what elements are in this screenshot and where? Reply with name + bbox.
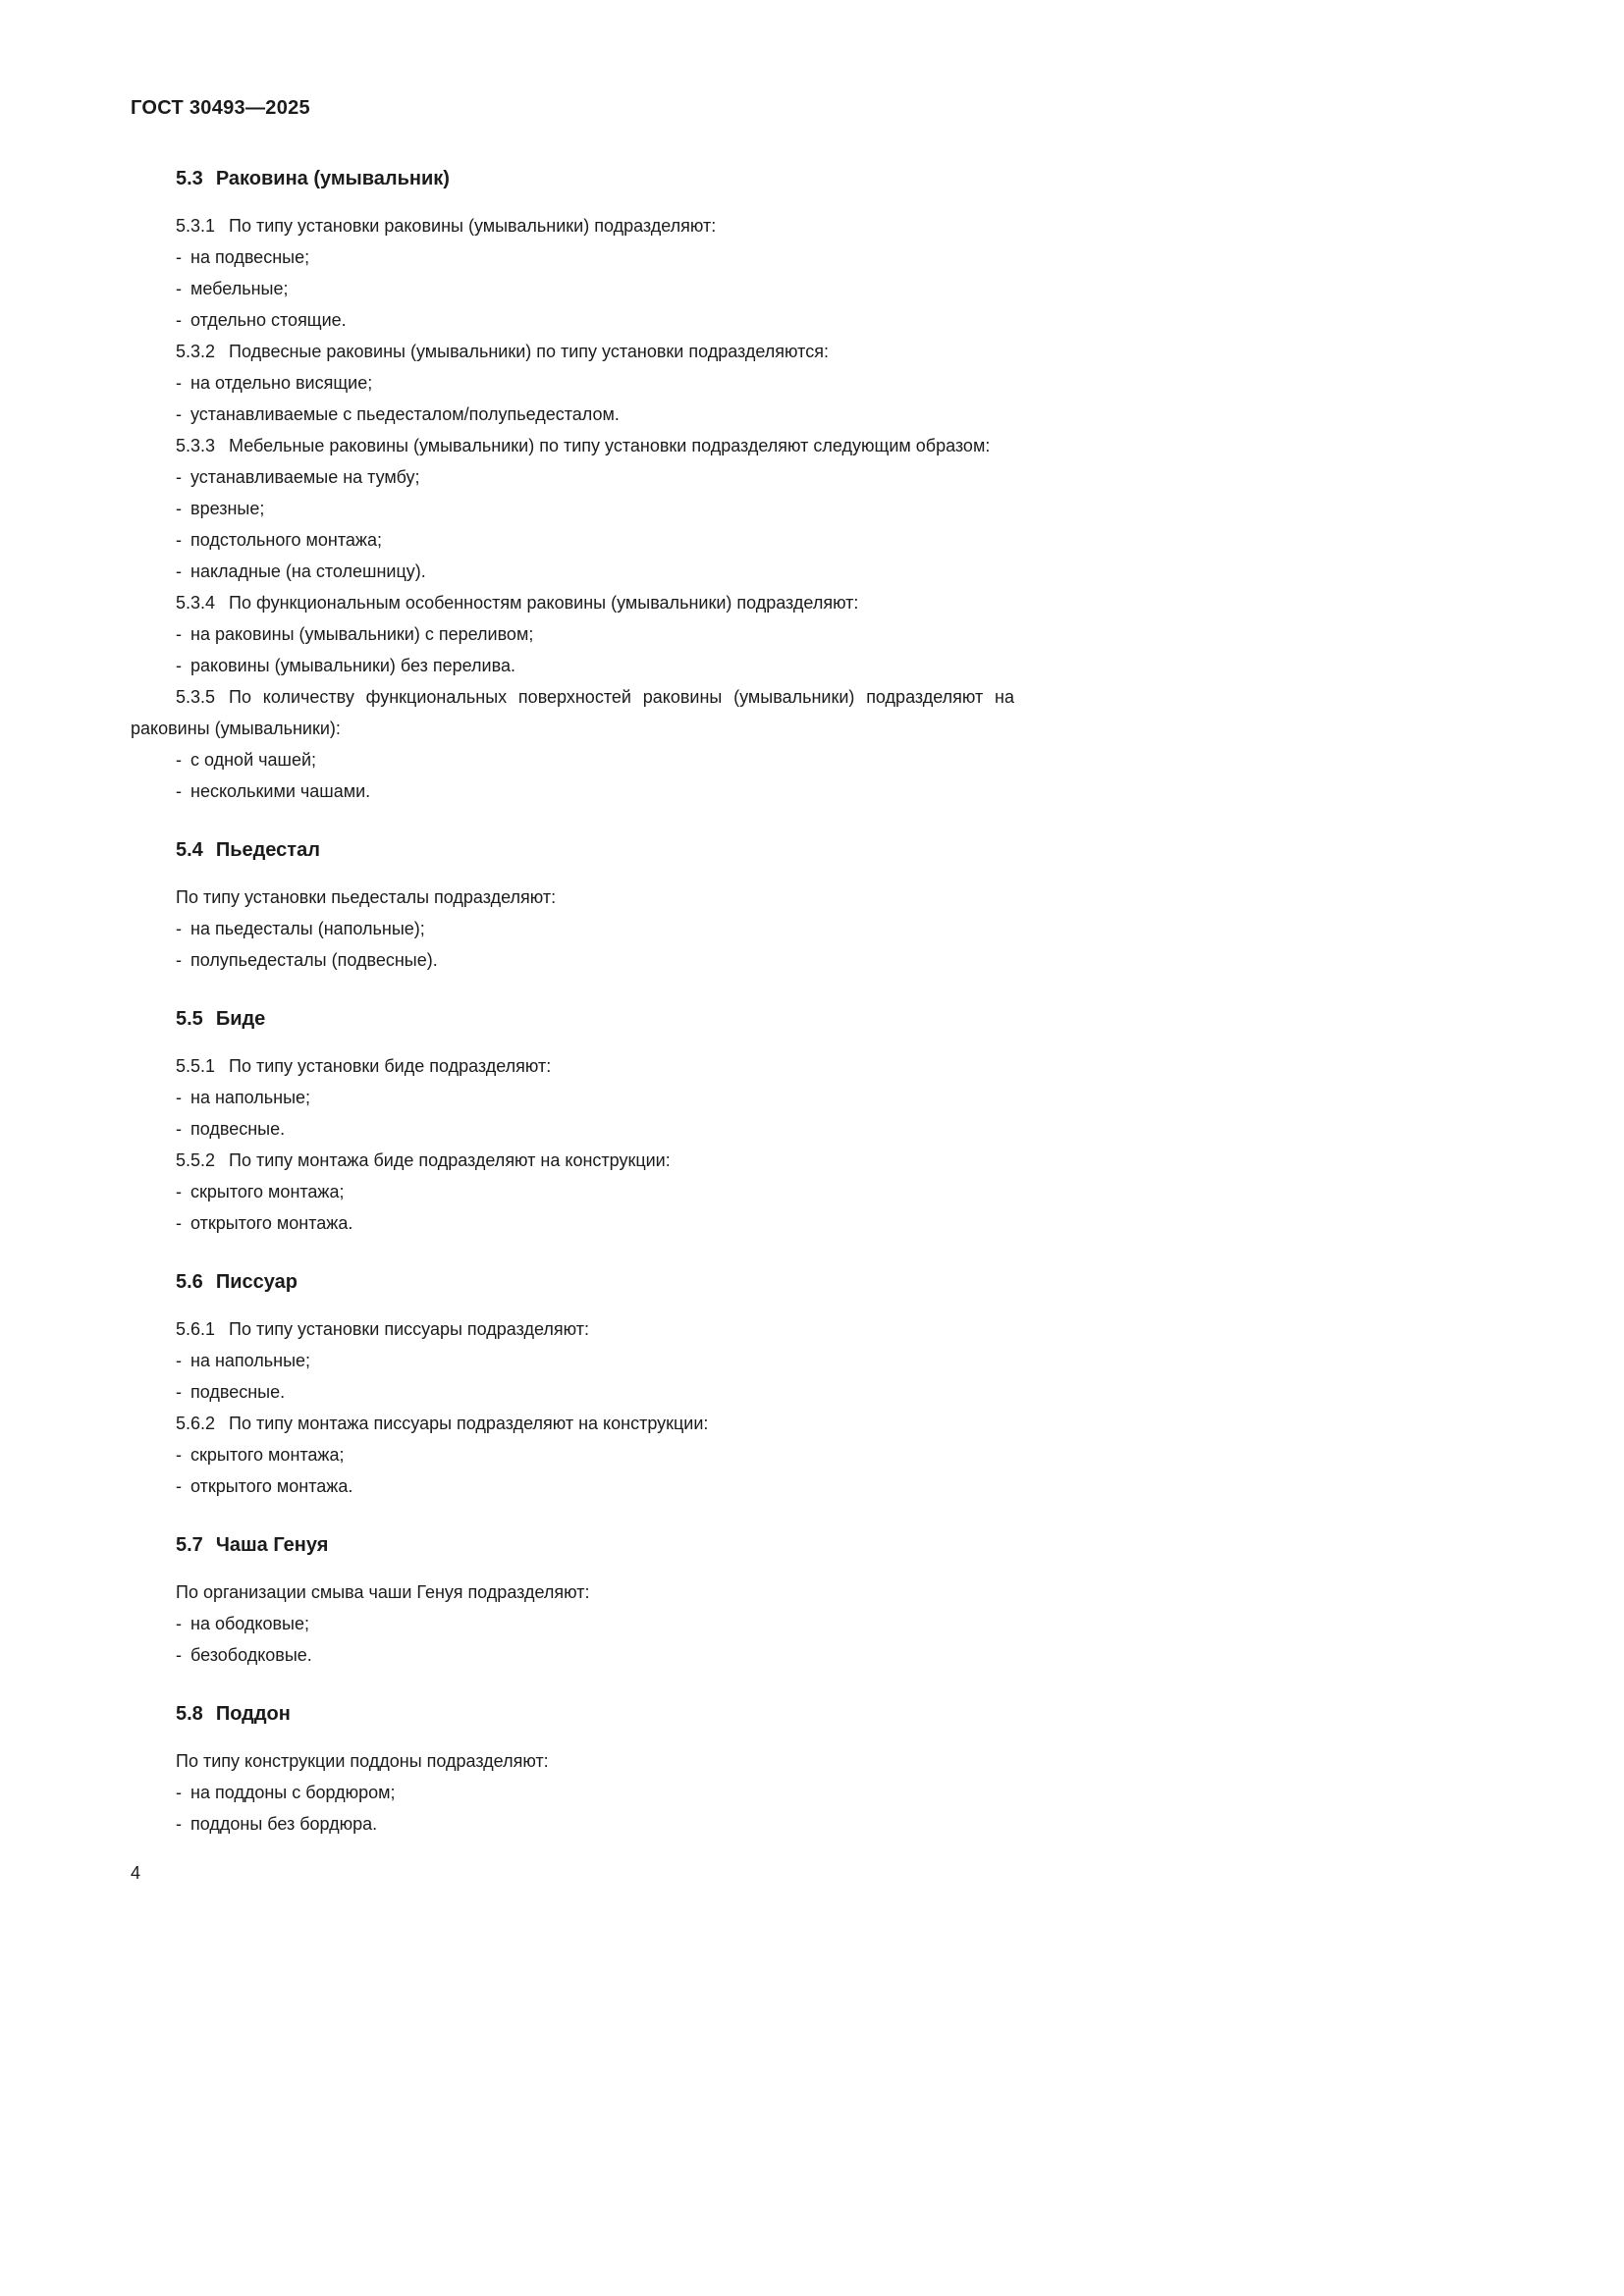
clause-paragraph [131,430,1014,461]
list-item [131,461,1014,493]
section-title: Поддон [215,1703,291,1725]
list-item [131,273,1014,304]
document-section [131,1698,1014,1840]
section-heading [131,834,1014,866]
list-item-text: на подвесные; [190,247,310,267]
page-number: 4 [131,1863,141,1883]
dash-marker: - [176,1213,182,1233]
clause-text: По функциональным особенностям раковины (умывальники) подразделяют: [229,593,859,613]
clause-number: 5.3.1 [176,216,216,236]
list-item-text: подстольного монтажа; [190,530,382,550]
clause-text: По организации смыва чаши Генуя подразделяют: [176,1582,590,1602]
list-item-text: безободковые. [190,1645,312,1665]
dash-marker: - [176,247,182,267]
list-item-text: на ободковые; [190,1614,309,1633]
list-item-text: скрытого монтажа; [190,1445,345,1465]
section-title: Пьедестал [215,839,320,861]
dash-marker: - [176,1445,182,1465]
clause-number: 5.6.2 [176,1414,216,1433]
document-section [131,163,1014,807]
list-item [131,399,1014,430]
section-number: 5.7 [176,1534,203,1556]
list-item-text: поддоны без бордюра. [190,1814,378,1834]
clause-number: 5.3.4 [176,593,216,613]
document-section [131,1003,1014,1239]
list-item [131,775,1014,807]
list-item-text: на напольные; [190,1088,311,1107]
clause-text: По типу установки пьедесталы подразделяют: [176,887,557,907]
section-title: Чаша Генуя [215,1534,329,1556]
list-item [131,493,1014,524]
dash-marker: - [176,1783,182,1802]
clause-number: 5.5.2 [176,1150,216,1170]
dash-marker: - [176,373,182,393]
dash-marker: - [176,310,182,330]
section-heading [131,1529,1014,1561]
clause-paragraph [131,336,1014,367]
clause-paragraph [131,587,1014,618]
list-item [131,913,1014,944]
list-item [131,1608,1014,1639]
clause-number: 5.6.1 [176,1319,216,1339]
clause-paragraph [131,681,1014,744]
clause-paragraph [131,1050,1014,1082]
list-item [131,241,1014,273]
list-item [131,1777,1014,1808]
section-title: Раковина (умывальник) [215,168,450,189]
clause-paragraph [131,1145,1014,1176]
list-item-text: подвесные. [190,1119,286,1139]
list-item-text: устанавливаемые на тумбу; [190,467,420,487]
list-item-text: на напольные; [190,1351,311,1370]
list-item [131,744,1014,775]
list-item [131,618,1014,650]
dash-marker: - [176,561,182,581]
list-item-text: на отдельно висящие; [190,373,373,393]
section-number: 5.6 [176,1271,203,1293]
clause-paragraph [131,1745,1014,1777]
dash-marker: - [176,1645,182,1665]
dash-marker: - [176,624,182,644]
list-item [131,1113,1014,1145]
list-item [131,1439,1014,1470]
dash-marker: - [176,279,182,298]
list-item [131,1345,1014,1376]
dash-marker: - [176,1088,182,1107]
section-heading [131,163,1014,194]
list-item-text: скрытого монтажа; [190,1182,345,1201]
dash-marker: - [176,1476,182,1496]
clause-paragraph [131,1313,1014,1345]
section-heading [131,1698,1014,1730]
dash-marker: - [176,1182,182,1201]
list-item [131,367,1014,399]
list-item-text: на раковины (умывальники) с переливом; [190,624,534,644]
list-item-text: на поддоны с бордюром; [190,1783,396,1802]
list-item-text: открытого монтажа. [190,1213,353,1233]
dash-marker: - [176,404,182,424]
dash-marker: - [176,467,182,487]
dash-marker: - [176,1382,182,1402]
dash-marker: - [176,750,182,770]
section-number: 5.5 [176,1008,203,1030]
list-item [131,1082,1014,1113]
clause-number: 5.3.2 [176,342,216,361]
dash-marker: - [176,530,182,550]
clause-number: 5.3.3 [176,436,216,455]
document-section [131,834,1014,976]
list-item-text: устанавливаемые с пьедесталом/полупьедесталом. [190,404,620,424]
clause-paragraph [131,881,1014,913]
list-item-text: накладные (на столешницу). [190,561,426,581]
clause-number: 5.3.5 [176,687,216,707]
clause-text: По типу монтажа биде подразделяют на конструкции: [229,1150,671,1170]
list-item-text: полупьедесталы (подвесные). [190,950,438,970]
clause-text: По типу установки биде подразделяют: [229,1056,552,1076]
list-item [131,1639,1014,1671]
section-title: Биде [215,1008,266,1030]
list-item [131,556,1014,587]
clause-paragraph [131,1408,1014,1439]
dash-marker: - [176,1814,182,1834]
list-item-text: с одной чашей; [190,750,317,770]
list-item [131,524,1014,556]
dash-marker: - [176,919,182,938]
dash-marker: - [176,781,182,801]
dash-marker: - [176,1119,182,1139]
document-section [131,1266,1014,1502]
list-item [131,944,1014,976]
list-item-text: несколькими чашами. [190,781,371,801]
clause-number: 5.5.1 [176,1056,216,1076]
list-item-text: врезные; [190,499,265,518]
document-body [131,135,1014,1840]
list-item [131,304,1014,336]
list-item [131,1207,1014,1239]
section-number: 5.4 [176,839,203,861]
list-item [131,650,1014,681]
section-title: Писсуар [215,1271,298,1293]
list-item [131,1808,1014,1840]
section-heading [131,1266,1014,1298]
clause-text: По типу установки раковины (умывальники) подразделяют: [229,216,717,236]
document-designation: ГОСТ 30493—2025 [131,97,310,119]
clause-paragraph [131,1576,1014,1608]
clause-text: Подвесные раковины (умывальники) по типу установки подразделяются: [229,342,829,361]
dash-marker: - [176,1351,182,1370]
dash-marker: - [176,656,182,675]
list-item-text: раковины (умывальники) без перелива. [190,656,515,675]
dash-marker: - [176,950,182,970]
section-number: 5.3 [176,168,203,189]
section-heading [131,1003,1014,1035]
dash-marker: - [176,499,182,518]
list-item [131,1376,1014,1408]
clause-text: По типу установки писсуары подразделяют: [229,1319,589,1339]
clause-paragraph [131,210,1014,241]
list-item-text: мебельные; [190,279,289,298]
section-number: 5.8 [176,1703,203,1725]
list-item [131,1470,1014,1502]
clause-text: По количеству функциональных поверхностей раковины (умывальники) подразделяют на раковины (умывальники): [131,687,1014,738]
list-item-text: подвесные. [190,1382,286,1402]
clause-text: По типу конструкции поддоны подразделяют: [176,1751,549,1771]
dash-marker: - [176,1614,182,1633]
list-item-text: открытого монтажа. [190,1476,353,1496]
list-item [131,1176,1014,1207]
clause-text: Мебельные раковины (умывальники) по типу установки подразделяют следующим образом: [229,436,991,455]
list-item-text: на пьедесталы (напольные); [190,919,425,938]
list-item-text: отдельно стоящие. [190,310,347,330]
document-section [131,1529,1014,1671]
clause-text: По типу монтажа писсуары подразделяют на конструкции: [229,1414,709,1433]
